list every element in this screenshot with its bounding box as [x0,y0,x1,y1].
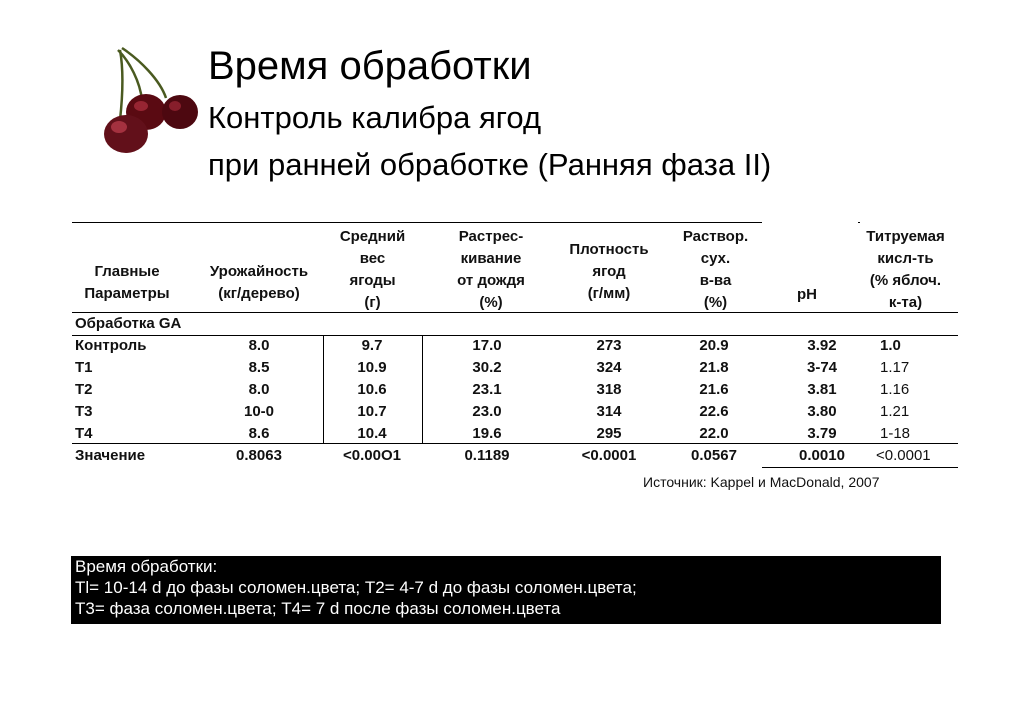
column-header-ph: pH [797,286,817,303]
table-cell: 1.21 [880,403,910,420]
cherries-icon [100,42,210,154]
column-header-cracking: Растрес- кивание от дождя (%) [457,228,525,311]
column-divider-right [422,336,423,443]
table-bottom-rule [762,467,958,468]
table-cell: 19.6 [472,425,502,442]
row-label: T2 [75,381,93,398]
page-title: Время обработки [208,44,532,88]
table-cell: 3.80 [807,403,837,420]
table-cell: 1.0 [880,337,901,354]
significance-cell: <0.00O1 [343,447,401,464]
table-cell: 21.6 [699,381,729,398]
row-label: T3 [75,403,93,420]
table-cell: 30.2 [472,359,502,376]
significance-label: Значение [75,447,146,464]
note-line-2: Tl= 10-14 d до фазы соломен.цвета; T2= 4-7 d до фазы соломен.цвета; [75,578,637,597]
table-cell: 8.0 [248,337,270,354]
table-cell: 23.0 [472,403,502,420]
column-header-weight: Средний вес ягоды (г) [339,228,406,311]
table-cell: 23.1 [472,381,502,398]
column-header-acidity: Титруемая кисл-ть (% яблоч. к-та) [866,228,945,311]
table-cell: 10.9 [357,359,387,376]
table-cell: 21.8 [699,359,729,376]
treatment-timing-note [71,556,941,624]
table-cell: 3.81 [807,381,837,398]
table-cell: 8.6 [248,425,270,442]
significance-cell: 0.0567 [691,447,737,464]
table-cell: 8.0 [248,381,270,398]
source-citation: Источник: Kappel и MacDonald, 2007 [643,474,880,490]
table-cell: 324 [596,359,622,376]
column-divider-left [323,336,324,443]
table-top-rule [72,222,762,223]
row-label: T4 [75,425,93,442]
table-cell: 273 [596,337,622,354]
table-cell: 1.17 [880,359,910,376]
table-cell: 314 [596,403,622,420]
table-cell: 1.16 [880,381,910,398]
subtitle-line-2: при ранней обработке (Ранняя фаза II) [208,147,772,182]
significance-cell: <0.0001 [876,447,931,464]
table-cell: 10.7 [357,403,387,420]
note-line-3: T3= фаза соломен.цвета; T4= 7 d после фазы соломен.цвета [75,599,561,618]
table-cell: 22.0 [699,425,729,442]
column-header-params: Главные Параметры [84,263,170,302]
table-cell: 10.6 [357,381,387,398]
table-cell: 295 [596,425,622,442]
significance-cell: 0.8063 [236,447,282,464]
table-cell: 20.9 [699,337,729,354]
note-line-1: Время обработки: [75,557,218,576]
row-label: Контроль [75,337,147,354]
table-cell: 17.0 [472,337,502,354]
column-header-yield: Урожайность (кг/дерево) [209,263,309,302]
table-top-rule-right [858,222,860,223]
significance-cell: 0.0010 [799,447,845,464]
table-cell: 10-0 [243,403,275,420]
column-header-firmness: Плотность ягод (г/мм) [569,241,649,302]
table-cell: 22.6 [699,403,729,420]
table-cell: 3-74 [806,359,838,376]
subtitle-line-1: Контроль калибра ягод [208,100,542,135]
table-cell: 8.5 [248,359,270,376]
table-cell: 10.4 [357,425,387,442]
group-label: Обработка GA [75,315,182,332]
significance-cell: 0.1189 [464,447,510,464]
table-cell: 1-18 [880,425,911,442]
row-label: T1 [75,359,93,376]
table-cell: 318 [596,381,622,398]
significance-cell: <0.0001 [581,447,637,464]
column-header-soluble-solids: Раствор. сух. в-ва (%) [682,228,749,311]
table-cell: 3.92 [807,337,837,354]
table-cell: 9.7 [361,337,383,354]
table-cell: 3.79 [807,425,837,442]
